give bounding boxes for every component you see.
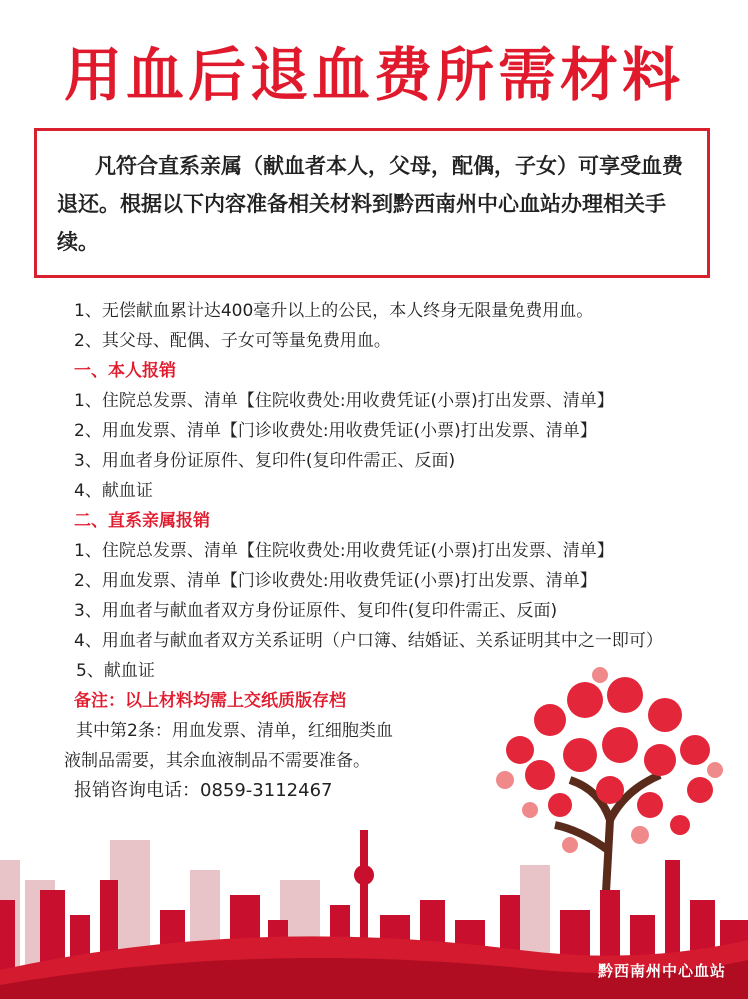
section2-heading: 二、直系亲属报销 (74, 511, 210, 531)
section2-item: 3、用血者与献血者双方身份证原件、复印件(复印件需正、反面) (74, 601, 558, 621)
section2-item: 4、用血者与献血者双方关系证明（户口簿、结婚证、关系证明其中之一即可） (74, 631, 663, 651)
section1-item: 4、献血证 (74, 481, 153, 501)
note-detail: 其中第2条：用血发票、清单，红细胞类血 (76, 721, 393, 741)
intro-box (34, 128, 710, 278)
section2-item: 1、住院总发票、清单【住院收费处:用收费凭证(小票)打出发票、清单】 (74, 541, 614, 561)
section1-item: 3、用血者身份证原件、复印件(复印件需正、反面) (74, 451, 456, 471)
section1-heading: 一、本人报销 (74, 361, 176, 381)
intro-text: 凡符合直系亲属（献血者本人，父母，配偶，子女）可享受血费退还。根据以下内容准备相关材料到黔西南州中心血站办理相关手续。 (57, 154, 683, 254)
section1-item: 1、住院总发票、清单【住院收费处:用收费凭证(小票)打出发票、清单】 (74, 391, 614, 411)
rule-2: 2、其父母、配偶、子女可等量免费用血。 (74, 331, 391, 351)
section1-item: 2、用血发票、清单【门诊收费处:用收费凭证(小票)打出发票、清单】 (74, 421, 597, 441)
note-heading: 备注：以上材料均需上交纸质版存档 (74, 691, 346, 711)
rule-1: 1、无偿献血累计达400毫升以上的公民，本人终身无限量免费用血。 (74, 301, 594, 321)
poster-title: 用血后退血费所需材料 (63, 41, 684, 109)
note-detail: 液制品需要，其余血液制品不需要准备。 (64, 751, 370, 771)
footer-organization: 黔西南州中心血站 (597, 962, 726, 980)
section2-item: 5、献血证 (76, 661, 155, 681)
section2-item: 2、用血发票、清单【门诊收费处:用收费凭证(小票)打出发票、清单】 (74, 571, 597, 591)
phone-number: 报销咨询电话：0859-3112467 (74, 780, 333, 801)
